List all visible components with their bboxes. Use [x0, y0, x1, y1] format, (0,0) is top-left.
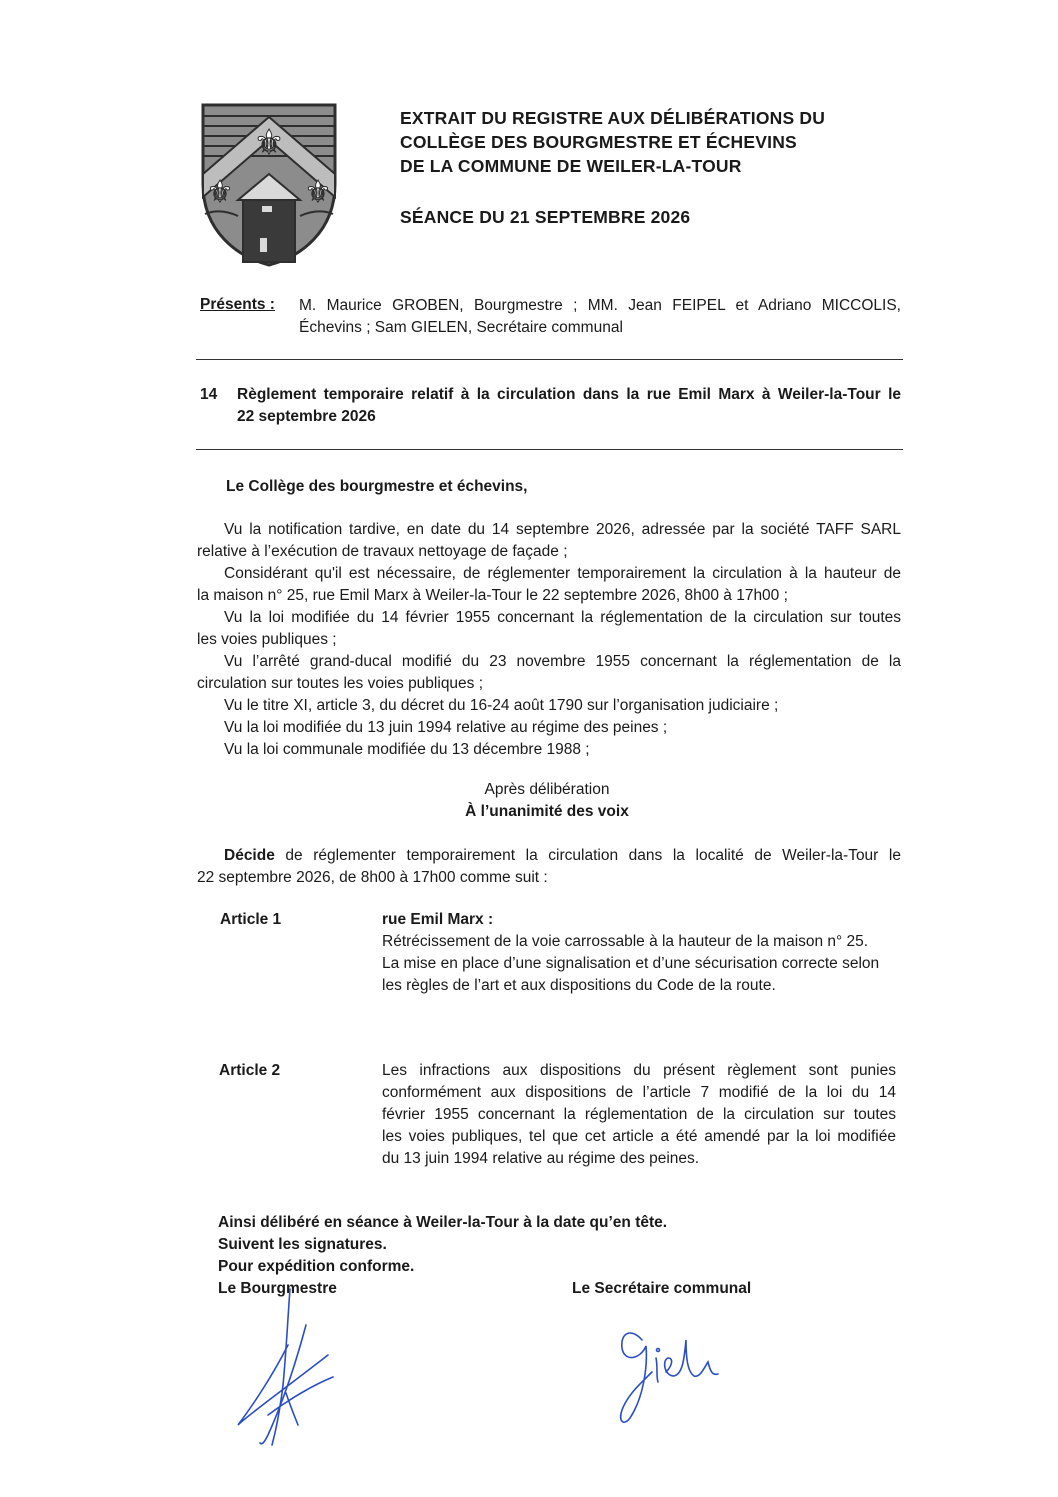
article-1-label: Article 1: [220, 911, 282, 928]
article-2-body: [382, 1060, 896, 1170]
decide-text: de réglementer temporairement la circulation dans la localité de Weiler-la-Tour le: [274, 847, 901, 864]
svg-text:⚜: ⚜: [253, 123, 285, 163]
decision-line-2: 22 septembre 2026, de 8h00 à 17h00 comme suit :: [197, 869, 548, 886]
closing-line-1: Ainsi délibéré en séance à Weiler-la-Tour à la date qu’en tête.: [218, 1214, 668, 1231]
svg-text:⚜: ⚜: [206, 175, 234, 210]
considerations: [197, 519, 901, 761]
right-signatory: Le Secrétaire communal: [572, 1280, 752, 1297]
unanimity: À l’unanimité des voix: [465, 803, 629, 820]
consideration-4-line-2: circulation sur toutes les voies publiques ;: [197, 675, 484, 692]
consideration-5: Vu le titre XI, article 3, du décret du 16-24 août 1790 sur l’organisation judiciaire ;: [224, 697, 779, 714]
article-2-line-2: conformément aux dispositions de l’article 7 modifié de la loi du 14: [382, 1084, 896, 1101]
signature-secretaire-icon: [612, 1310, 732, 1430]
coat-of-arms-icon: [200, 102, 338, 268]
consideration-4-line-1: Vu l’arrêté grand-ducal modifié du 23 novembre 1955 concernant la réglementation de la: [224, 653, 901, 670]
presents-label: Présents :: [200, 296, 275, 313]
item-number: 14: [200, 386, 218, 403]
consideration-1-line-2: relative à l’exécution de travaux nettoyage de façade ;: [197, 543, 568, 560]
article-1-body: [382, 909, 902, 997]
article-2-line-4: les voies publiques, tel que cet article a été amendé par la loi modifiée: [382, 1128, 896, 1145]
presents-line-2: Échevins ; Sam GIELEN, Secrétaire communal: [299, 319, 623, 336]
article-1-heading: rue Emil Marx :: [382, 911, 494, 928]
consideration-1-line-1: Vu la notification tardive, en date du 14 septembre 2026, adressée par la société TAFF SARL: [224, 521, 901, 538]
college-heading: Le Collège des bourgmestre et échevins,: [226, 478, 528, 495]
closing-line-3: Pour expédition conforme.: [218, 1258, 415, 1275]
item-title-line-1: Règlement temporaire relatif à la circulation dans la rue Emil Marx à Weiler-la-Tour le: [237, 386, 901, 403]
article-2-label: Article 2: [219, 1062, 281, 1079]
left-signatory: Le Bourgmestre: [218, 1280, 337, 1297]
article-1-line-1: Rétrécissement de la voie carrossable à la hauteur de la maison n° 25.: [382, 933, 869, 950]
consideration-3-line-2: les voies publiques ;: [197, 631, 337, 648]
divider-top: [196, 359, 903, 360]
session-date: SÉANCE DU 21 SEPTEMBRE 2026: [400, 207, 691, 227]
article-1-line-3: les règles de l’art et aux dispositions du Code de la route.: [382, 977, 776, 994]
after-deliberation: Après délibération: [484, 781, 610, 798]
article-2-line-1: Les infractions aux dispositions du présent règlement sont punies: [382, 1062, 896, 1079]
decide-keyword: Décide: [224, 847, 275, 864]
article-2-line-5: du 13 juin 1994 relative au régime des peines.: [382, 1150, 700, 1167]
svg-text:⚜: ⚜: [304, 175, 332, 210]
title-line-2: COLLÈGE DES BOURGMESTRE ET ÉCHEVINS: [400, 132, 797, 152]
title-line-1: EXTRAIT DU REGISTRE AUX DÉLIBÉRATIONS DU: [400, 108, 826, 128]
presents-line-1: M. Maurice GROBEN, Bourgmestre ; MM. Jean FEIPEL et Adriano MICCOLIS,: [299, 297, 901, 314]
divider-bottom: [196, 449, 903, 450]
article-2-line-3: février 1955 concernant la réglementation de la circulation sur toutes: [382, 1106, 896, 1123]
signature-bourgmestre-icon: [228, 1285, 338, 1455]
consideration-3-line-1: Vu la loi modifiée du 14 février 1955 concernant la réglementation de la circulation sur toutes: [224, 609, 901, 626]
item-title-line-2: 22 septembre 2026: [237, 408, 376, 425]
document-title: [400, 106, 825, 178]
closing-line-2: Suivent les signatures.: [218, 1236, 387, 1253]
consideration-7: Vu la loi communale modifiée du 13 décembre 1988 ;: [224, 741, 590, 758]
decision-line-1: [224, 845, 901, 867]
article-1-line-2: La mise en place d’une signalisation et d’une sécurisation correcte selon: [382, 955, 880, 972]
consideration-2-line-1: Considérant qu'il est nécessaire, de réglementer temporairement la circulation à la hauteur de: [224, 565, 901, 582]
title-line-3: DE LA COMMUNE DE WEILER-LA-TOUR: [400, 156, 742, 176]
consideration-2-line-2: la maison n° 25, rue Emil Marx à Weiler-la-Tour le 22 septembre 2026, 8h00 à 17h00 ;: [197, 587, 788, 604]
consideration-6: Vu la loi modifiée du 13 juin 1994 relative au régime des peines ;: [224, 719, 668, 736]
